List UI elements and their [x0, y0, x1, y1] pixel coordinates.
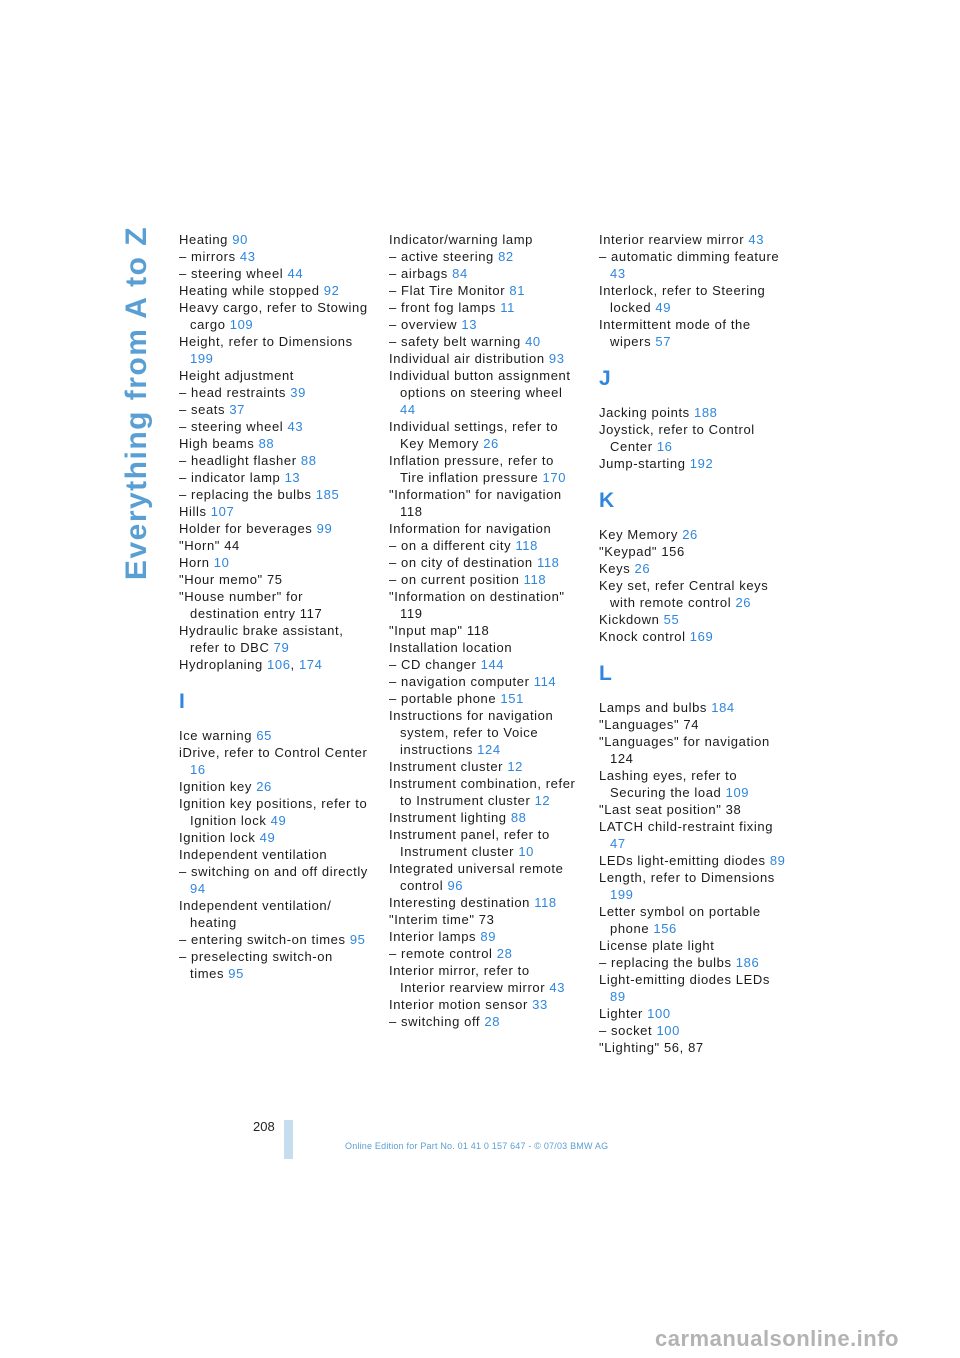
index-entry [389, 809, 579, 826]
page-reference-link[interactable]: 47 [610, 836, 626, 851]
index-column-3 [599, 231, 789, 1056]
index-entry-text: Inflation pressure, refer to Tire inflation pressure [389, 453, 554, 485]
index-entry-text: – remote control [389, 946, 493, 961]
index-entry [389, 775, 579, 809]
page-reference-link[interactable]: 89 [769, 853, 786, 868]
index-entry-text: Heating [179, 232, 229, 247]
index-entry-text: – portable phone [389, 691, 497, 706]
page-reference-link[interactable]: 89 [610, 989, 626, 1004]
page-reference-link[interactable]: 12 [507, 759, 524, 774]
index-entry-text: Installation location [389, 640, 513, 655]
page-reference-link[interactable]: 95 [228, 966, 244, 981]
page-reference-link[interactable]: 40 [525, 334, 541, 349]
page-reference-link[interactable]: 99 [316, 521, 333, 536]
index-subentry [389, 571, 579, 588]
index-subentry [179, 401, 369, 418]
index-entry [389, 758, 579, 775]
index-entry [179, 727, 369, 744]
index-entry [389, 707, 579, 758]
page-reference-link[interactable]: 100 [656, 1023, 680, 1038]
index-entry-text: License plate light [599, 938, 715, 953]
index-entry [179, 282, 369, 299]
index-entry [179, 435, 369, 452]
index-entry-text: Instrument panel, refer to Instrument cluster [389, 827, 550, 859]
index-letter-heading: J [599, 367, 611, 390]
page-reference-link[interactable]: 89 [480, 929, 497, 944]
index-entry [179, 333, 369, 367]
index-entry-text: Holder for beverages [179, 521, 313, 536]
index-entry-text: Interior mirror, refer to Interior rearview mirror [389, 963, 546, 995]
index-entry-text: Letter symbol on portable phone [599, 904, 761, 936]
index-entry-text: – seats [179, 402, 226, 417]
page-reference-link[interactable]: 124 [477, 742, 501, 757]
index-entry [599, 611, 789, 628]
index-entry-text: "Lighting" 56, 87 [599, 1040, 704, 1055]
index-entry-text: – indicator lamp [179, 470, 281, 485]
index-entry-text: – on city of destination [389, 555, 533, 570]
index-subentry [179, 863, 369, 897]
index-entry-text: "Last seat position" 38 [599, 802, 742, 817]
index-entry-text: Key set, refer Central keys with remote control [599, 578, 769, 610]
index-subentry [389, 673, 579, 690]
page-reference-link[interactable]: 118 [523, 572, 547, 587]
index-entry [179, 520, 369, 537]
index-subentry [179, 486, 369, 503]
index-entry [179, 503, 369, 520]
index-entry-text: Instructions for navigation system, refer to Voice instructions [389, 708, 554, 757]
index-entry-text: Interior lamps [389, 929, 477, 944]
index-entry [179, 744, 369, 778]
page-reference-link[interactable]: 43 [748, 232, 765, 247]
index-entry-text: Individual settings, refer to Key Memory [389, 419, 559, 451]
index-entry [599, 316, 789, 350]
index-subentry [389, 333, 579, 350]
index-entry [599, 1005, 789, 1022]
page-reference-link[interactable]: 28 [484, 1014, 501, 1029]
page-reference-link[interactable]: 33 [532, 997, 548, 1012]
page-reference-link[interactable]: 186 [735, 955, 760, 970]
index-entry-text: – mirrors [179, 249, 236, 264]
index-entry-text: Height, refer to Dimensions [179, 334, 353, 349]
index-letter-heading: L [599, 662, 612, 685]
index-entry-text: "Information on destination" 119 [389, 589, 565, 621]
index-entry-text: "Hour memo" 75 [179, 572, 283, 587]
page-reference-link[interactable]: 109 [229, 317, 254, 332]
index-subentry [389, 299, 579, 316]
index-entry-text: Lamps and bulbs [599, 700, 708, 715]
index-entry-text: Individual button assignment options on steering wheel [389, 368, 571, 400]
index-entry-text: – switching off [389, 1014, 481, 1029]
page-reference-link[interactable]: 95 [349, 932, 366, 947]
page-reference-link[interactable]: 174 [298, 657, 323, 672]
page-reference-link[interactable]: 84 [452, 266, 468, 281]
page-reference-link[interactable]: 100 [647, 1006, 671, 1021]
footer-edition-note: Online Edition for Part No. 01 41 0 157 647 - © 07/03 BMW AG [345, 1141, 609, 1151]
index-entry [179, 231, 369, 248]
page-reference-link[interactable]: 79 [273, 640, 290, 655]
page-reference-link[interactable]: 39 [290, 385, 306, 400]
index-entry-text: – on current position [389, 572, 520, 587]
index-entry-text: Hydraulic brake assistant, refer to DBC [179, 623, 344, 655]
index-entry-text: Integrated universal remote control [389, 861, 564, 893]
index-subentry [389, 265, 579, 282]
index-entry-text: Individual air distribution [389, 351, 545, 366]
index-entry [599, 767, 789, 801]
index-subentry [389, 248, 579, 265]
index-entry-text: Horn [179, 555, 210, 570]
index-entry-text: Ignition key [179, 779, 252, 794]
index-entry [389, 350, 579, 367]
page-reference-link[interactable]: 43 [239, 249, 256, 264]
section-title-text: Everything from A to Z [120, 225, 153, 581]
index-entry-text: – automatic dimming feature [599, 249, 780, 264]
page-reference-link[interactable]: 93 [548, 351, 565, 366]
index-subentry [599, 248, 789, 282]
page-reference-link[interactable]: 144 [480, 657, 505, 672]
index-entry [599, 733, 789, 767]
page-reference-link[interactable]: 118 [536, 555, 560, 570]
index-subentry [599, 954, 789, 971]
index-entry-text: LATCH child-restraint fixing [599, 819, 774, 834]
index-entry-text: – front fog lamps [389, 300, 497, 315]
page-reference-link[interactable]: 199 [610, 887, 634, 902]
page-reference-link[interactable]: 26 [682, 527, 698, 542]
index-entry-text: Jump-starting [599, 456, 686, 471]
index-entry [179, 367, 369, 384]
index-subentry [179, 418, 369, 435]
index-entry [389, 826, 579, 860]
page-reference-link[interactable]: 10 [518, 844, 535, 859]
page-reference-link[interactable]: 10 [213, 555, 230, 570]
index-entry [599, 282, 789, 316]
page-reference-link[interactable]: 49 [270, 813, 287, 828]
index-entry-text: Heavy cargo, refer to Stowing cargo [179, 300, 368, 332]
page-reference-link[interactable]: 88 [510, 810, 527, 825]
page-reference-link[interactable]: 94 [190, 881, 206, 896]
index-entry-text: Knock control [599, 629, 686, 644]
page-reference-link[interactable]: 109 [725, 785, 750, 800]
page-reference-link[interactable]: 44 [287, 266, 304, 281]
index-entry [599, 543, 789, 560]
index-subentry [389, 1013, 579, 1030]
index-entry-text: Independent ventilation/ heating [179, 898, 332, 930]
index-entry-text: "Languages" 74 [599, 717, 700, 732]
index-entry [389, 418, 579, 452]
index-subentry [389, 656, 579, 673]
page-reference-link[interactable]: 13 [461, 317, 478, 332]
index-entry-text: "Input map" 118 [389, 623, 490, 638]
index-entry-text: Length, refer to Dimensions [599, 870, 775, 885]
page-reference-link[interactable]: 107 [210, 504, 235, 519]
page-reference-link[interactable]: 169 [689, 629, 714, 644]
index-subentry [599, 1022, 789, 1039]
index-entry-text: "House number" for destination entry 117 [179, 589, 323, 621]
page-reference-link[interactable]: 55 [663, 612, 680, 627]
index-column-1 [179, 231, 369, 982]
page-reference-link[interactable]: 12 [534, 793, 551, 808]
page-reference-link[interactable]: 82 [498, 249, 514, 264]
page-reference-link[interactable]: 88 [300, 453, 317, 468]
page-reference-link[interactable]: 65 [256, 728, 272, 743]
index-entry-text: Keys [599, 561, 631, 576]
index-entry-text: Indicator/warning lamp [389, 232, 533, 247]
index-entry-text: – preselecting switch-on times [179, 949, 333, 981]
index-entry-text: Ice warning [179, 728, 253, 743]
index-entry [179, 537, 369, 554]
index-entry-text: Information for navigation [389, 521, 552, 536]
index-entry [179, 588, 369, 622]
index-entry-text: "Information" for navigation 118 [389, 487, 562, 519]
page-reference-link[interactable]: 90 [232, 232, 248, 247]
index-entry [599, 971, 789, 1005]
index-entry-text: – steering wheel [179, 419, 284, 434]
page-reference-link[interactable]: 11 [500, 300, 515, 315]
index-entry [599, 628, 789, 645]
index-entry-text: Instrument cluster [389, 759, 504, 774]
index-entry-text: Interior rearview mirror [599, 232, 745, 247]
index-entry [389, 367, 579, 418]
index-entry [599, 560, 789, 577]
index-entry-text: – switching on and off directly [179, 864, 368, 879]
index-entry-text: High beams [179, 436, 255, 451]
index-entry-text: Interior motion sensor [389, 997, 528, 1012]
page-reference-link[interactable]: 151 [500, 691, 524, 706]
index-entry-text: Heating while stopped [179, 283, 320, 298]
index-entry [599, 455, 789, 472]
index-entry [389, 588, 579, 622]
page-reference-link[interactable]: 184 [711, 700, 735, 715]
index-entry-text: – active steering [389, 249, 494, 264]
index-column-2 [389, 231, 579, 1030]
index-entry [599, 903, 789, 937]
index-entry [389, 928, 579, 945]
page-reference-link[interactable]: 16 [656, 439, 673, 454]
index-entry [179, 571, 369, 588]
page-reference-link[interactable]: 118 [515, 538, 538, 553]
page-reference-link[interactable]: 188 [694, 405, 718, 420]
index-entry [179, 622, 369, 656]
index-entry [599, 526, 789, 543]
index-entry [599, 801, 789, 818]
page-reference-link[interactable]: 57 [655, 334, 672, 349]
index-entry-text: – safety belt warning [389, 334, 521, 349]
index-entry-text: Ignition lock [179, 830, 256, 845]
index-entry-text: – overview [389, 317, 458, 332]
index-subentry [389, 316, 579, 333]
index-subentry [389, 945, 579, 962]
page-reference-link[interactable]: 118 [534, 895, 557, 910]
page-reference-link[interactable]: 13 [284, 470, 301, 485]
index-subentry [179, 948, 369, 982]
index-entry-text: "Languages" for navigation 124 [599, 734, 770, 766]
index-entry [389, 231, 579, 248]
index-entry [599, 869, 789, 903]
index-subentry [179, 265, 369, 282]
index-entry-text: "Keypad" 156 [599, 544, 685, 559]
index-entry-text: LEDs light-emitting diodes [599, 853, 766, 868]
page-reference-link[interactable]: 16 [190, 762, 206, 777]
page-reference-link[interactable]: 185 [315, 487, 340, 502]
page-reference-link[interactable]: 49 [655, 300, 672, 315]
index-entry-text: – on a different city [389, 538, 512, 553]
page-reference-link[interactable]: 43 [610, 266, 626, 281]
index-entry-text: Height adjustment [179, 368, 294, 383]
index-entry-text: – replacing the bulbs [599, 955, 732, 970]
index-entry [179, 897, 369, 931]
index-entry-text: – airbags [389, 266, 448, 281]
index-entry [389, 996, 579, 1013]
page-reference-link[interactable]: 26 [735, 595, 752, 610]
index-entry [179, 778, 369, 795]
index-entry-text: Hydroplaning [179, 657, 263, 672]
index-entry-text: Independent ventilation [179, 847, 328, 862]
index-entry-text: Lighter [599, 1006, 643, 1021]
page-reference-link[interactable]: 88 [258, 436, 275, 451]
page-reference-link[interactable]: 26 [483, 436, 499, 451]
page-marker-bar [284, 1120, 293, 1159]
index-entry-text: – steering wheel [179, 266, 284, 281]
index-subentry [389, 554, 579, 571]
index-entry-text: Hills [179, 504, 207, 519]
index-entry-text: – socket [599, 1023, 653, 1038]
index-entry [179, 846, 369, 863]
index-entry [599, 852, 789, 869]
index-entry-text: Intermittent mode of the wipers [599, 317, 751, 349]
page-reference-link[interactable]: 49 [259, 830, 276, 845]
index-entry [389, 639, 579, 656]
index-entry-text: – replacing the bulbs [179, 487, 312, 502]
index-subentry [389, 537, 579, 554]
index-subentry [179, 452, 369, 469]
page-reference-link[interactable]: 28 [496, 946, 513, 961]
index-entry [389, 486, 579, 520]
index-entry [389, 520, 579, 537]
index-entry [599, 421, 789, 455]
page-reference-link[interactable]: 156 [653, 921, 677, 936]
watermark: carmanualsonline.info [655, 1326, 899, 1351]
index-subentry [389, 690, 579, 707]
index-entry [179, 795, 369, 829]
page-reference-link[interactable]: 192 [689, 456, 714, 471]
index-entry-text: Key Memory [599, 527, 678, 542]
index-entry [599, 1039, 789, 1056]
page-reference-link[interactable]: 114 [533, 674, 557, 689]
index-entry-text: – head restraints [179, 385, 287, 400]
page-number: 208 [253, 1119, 275, 1134]
index-entry-text: iDrive, refer to Control Center [179, 745, 368, 760]
index-entry-text: "Horn" 44 [179, 538, 240, 553]
page-reference-link[interactable]: 44 [400, 402, 416, 417]
index-entry-text: Kickdown [599, 612, 660, 627]
page-reference-link[interactable]: 92 [323, 283, 340, 298]
page-reference-link[interactable]: 37 [229, 402, 246, 417]
index-entry [599, 404, 789, 421]
page-reference-link[interactable]: 199 [190, 351, 214, 366]
index-entry-text: Interlock, refer to Steering locked [599, 283, 766, 315]
index-subentry [389, 282, 579, 299]
index-entry-text: – CD changer [389, 657, 477, 672]
index-entry [389, 962, 579, 996]
section-title [117, 225, 157, 581]
index-entry [389, 452, 579, 486]
index-entry-text: – navigation computer [389, 674, 530, 689]
page-reference-link[interactable]: 26 [256, 779, 272, 794]
index-entry-text: Ignition key positions, refer to Ignition lock [179, 796, 368, 828]
index-entry-text: Light-emitting diodes LEDs [599, 972, 770, 987]
index-entry [599, 937, 789, 954]
index-subentry [179, 384, 369, 401]
index-entry-text: Instrument combination, refer to Instrument cluster [389, 776, 576, 808]
page-reference-link[interactable]: 170 [542, 470, 567, 485]
index-entry [389, 622, 579, 639]
index-entry-text: – headlight flasher [179, 453, 297, 468]
index-entry-text: Joystick, refer to Control Center [599, 422, 755, 454]
index-entry [599, 699, 789, 716]
index-subentry [179, 248, 369, 265]
index-entry-text: "Interim time" 73 [389, 912, 495, 927]
index-subentry [179, 469, 369, 486]
index-letter-heading: K [599, 489, 615, 512]
index-entry [389, 911, 579, 928]
index-entry [599, 231, 789, 248]
index-subentry [179, 931, 369, 948]
index-entry [599, 818, 789, 852]
index-entry [599, 716, 789, 733]
index-entry-text: Lashing eyes, refer to Securing the load [599, 768, 738, 800]
page-reference-link[interactable]: 43 [287, 419, 304, 434]
index-entry-text: – entering switch-on times [179, 932, 346, 947]
index-entry [389, 860, 579, 894]
page-reference-link[interactable]: 81 [509, 283, 526, 298]
page-reference-link[interactable]: 43 [549, 980, 566, 995]
index-entry [389, 894, 579, 911]
page-reference-link[interactable]: 106 [267, 657, 291, 672]
index-letter-heading: I [179, 690, 185, 713]
index-entry [179, 554, 369, 571]
index-entry-text: Interesting destination [389, 895, 530, 910]
index-entry: Hydroplaning 106, 174 [179, 657, 323, 672]
index-entry [179, 299, 369, 333]
page-reference-link[interactable]: 96 [447, 878, 464, 893]
index-entry [179, 829, 369, 846]
index-entry-text: – Flat Tire Monitor [389, 283, 506, 298]
index-entry-text: Instrument lighting [389, 810, 507, 825]
page-reference-link[interactable]: 26 [634, 561, 651, 576]
index-entry-text: Jacking points [599, 405, 690, 420]
index-entry [599, 577, 789, 611]
